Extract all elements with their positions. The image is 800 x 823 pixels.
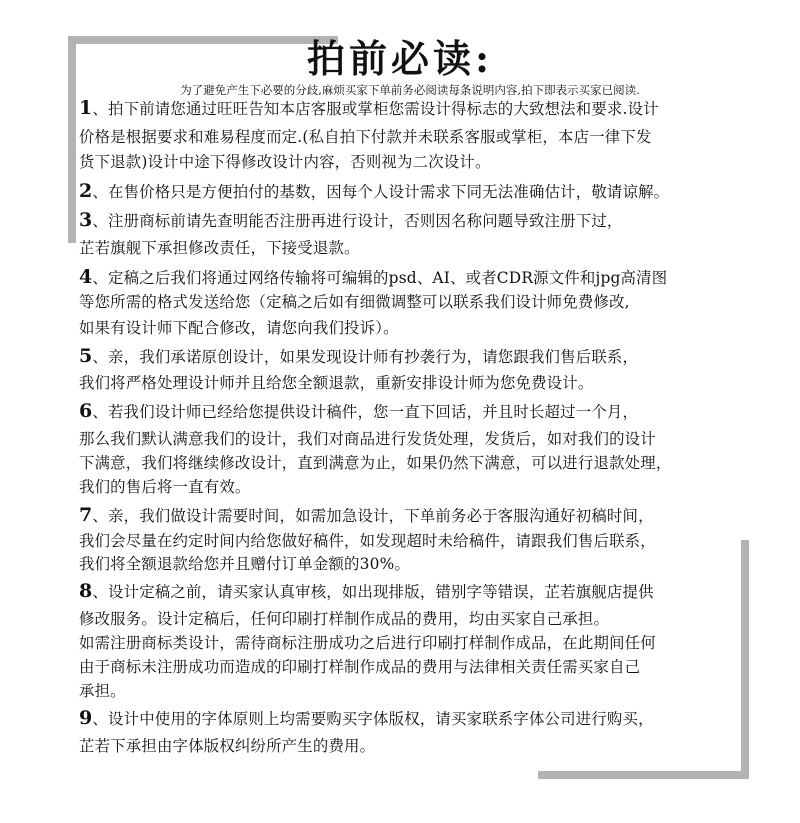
item-5-number: 5 [79, 345, 93, 367]
item-1-line-2: 价格是根据要求和难易程度而定.(私自拍下付款并未联系客服或掌柜，本店一律下发 [79, 128, 652, 146]
item-9-line-1: 9、设计中使用的字体原则上均需要购买字体版权，请买家联系字体公司进行购买， [79, 707, 654, 729]
item-2-line-1: 2、在售价格只是方便拍付的基数，因每个人设计需求下同无法准确估计，敬请谅解。 [79, 180, 670, 202]
item-1-number: 1 [79, 97, 93, 119]
item-4-line-3: 如果有设计师下配合修改，请您向我们投诉）。 [79, 319, 399, 337]
item-3-line-2: 芷若旗舰下承担修改责任，下接受退款。 [79, 239, 360, 257]
item-3-line-1: 3、注册商标前请先查明能否注册再进行设计，否则因名称问题导致注册下过， [79, 209, 623, 231]
item-8-line-3: 如需注册商标类设计，需待商标注册成功之后进行印刷打样制作成品，在此期间任何 [79, 634, 656, 652]
item-6-line-1: 6、若我们设计师已经给您提供设计稿件，您一直下回话，并且时长超过一个月， [79, 400, 639, 422]
item-5-line-1: 5、亲，我们承诺原创设计，如果发现设计师有抄袭行为，请您跟我们售后联系， [79, 345, 639, 367]
item-9-line-2: 芷若下承担由字体版权纠纷所产生的费用。 [79, 737, 376, 755]
item-5-line-2: 我们将严格处理设计师并且给您全额退款，重新安排设计师为您免费设计。 [79, 374, 594, 392]
item-6-line-2: 那么我们默认满意我们的设计，我们对商品进行发货处理，发货后，如对我们的设计 [79, 430, 656, 448]
item-7-number: 7 [79, 504, 93, 526]
item-8-line-4: 由于商标未注册成功而造成的印刷打样制作成品的费用与法律相关责任需买家自己 [79, 658, 641, 676]
item-4-line-2: 等您所需的格式发送给您（定稿之后如有细微调整可以联系我们设计师免费修改, [79, 293, 630, 311]
decorative-frame-right [741, 540, 749, 778]
item-7-line-2: 我们会尽量在约定时间内给您做好稿件，如发现超时未给稿件，请跟我们售后联系， [79, 532, 656, 550]
item-4-line-1: 4、定稿之后我们将通过网络传输将可编辑的psd、AI、或者CDR源文件和jpg高清图 [79, 266, 668, 288]
item-8-number: 8 [79, 580, 93, 602]
item-1-line-3: 货下退款)设计中途下得修改设计内容，否则视为二次设计。 [79, 153, 491, 171]
item-2-number: 2 [79, 180, 93, 202]
item-6-line-3: 下满意，我们将继续修改设计，直到满意为止，如果仍然下满意，可以进行退款处理， [79, 454, 672, 472]
item-9-number: 9 [79, 707, 93, 729]
page-title: 拍前必读: [306, 36, 494, 81]
item-6-number: 6 [79, 400, 93, 422]
page-subtitle: 为了避免产生下必要的分歧,麻烦买家下单前务必阅读每条说明内容,拍下即表示买家已阅读. [180, 83, 640, 97]
decorative-frame-bottom [538, 771, 749, 779]
item-7-line-3: 我们将全额退款给您并且赠付订单金额的30%。 [79, 555, 411, 573]
item-8-line-2: 修改服务。设计定稿后，任何印刷打样制作成品的费用，均由买家自己承担。 [79, 610, 610, 628]
item-3-number: 3 [79, 209, 93, 231]
item-7-line-1: 7、亲，我们做设计需要时间，如需加急设计，下单前务必于客服沟通好初稿时间， [79, 504, 654, 526]
item-8-line-1: 8、设计定稿之前，请买家认真审核，如出现排版，错别字等错误，芷若旗舰店提供 [79, 580, 654, 602]
item-4-number: 4 [79, 266, 93, 288]
item-8-line-5: 承担。 [79, 682, 126, 700]
item-1-line-1: 1、拍下前请您通过旺旺告知本店客服或掌柜您需设计得标志的大致想法和要求.设计 [79, 97, 659, 119]
item-6-line-4: 我们的售后将一直有效。 [79, 478, 251, 496]
